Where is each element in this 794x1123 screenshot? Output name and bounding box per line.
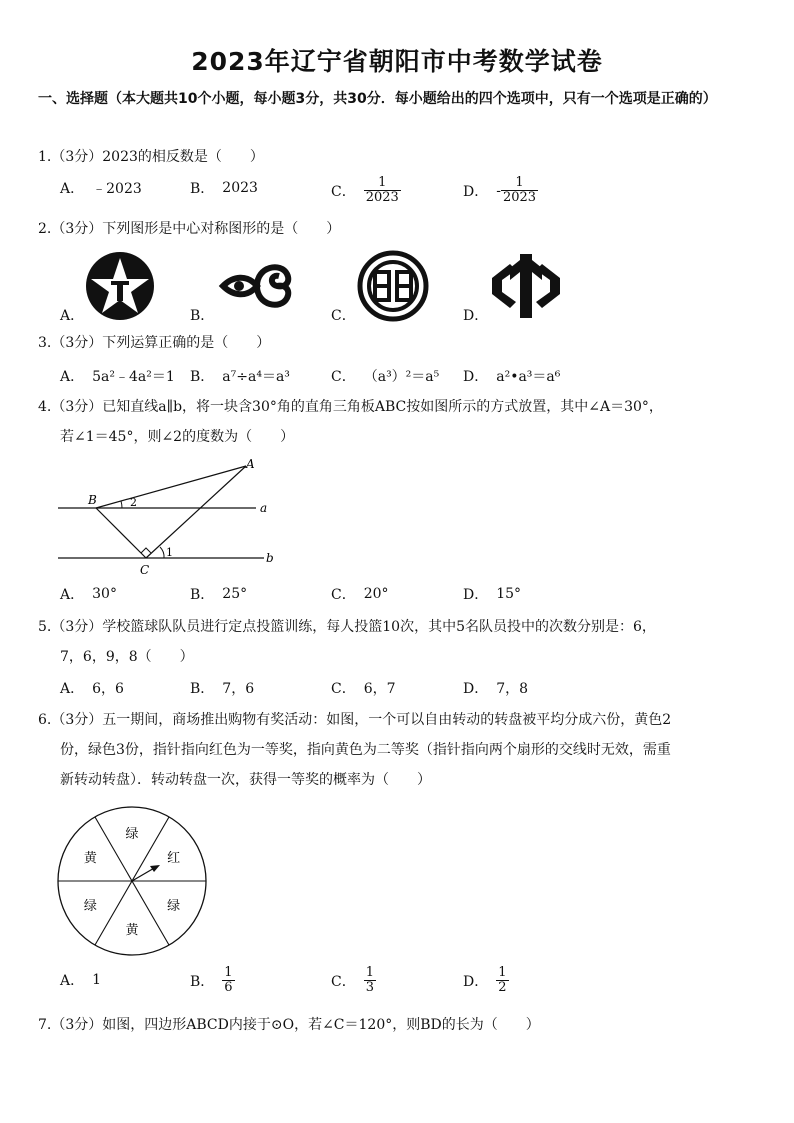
option-a: A． 5a²﹣4a²＝1: [60, 369, 175, 385]
question-4-options: [60, 584, 760, 610]
option-a: A． 30°: [60, 586, 117, 603]
option-c: C． （a³）²＝a⁵: [331, 369, 440, 385]
option-b: B． 7，6: [190, 681, 255, 697]
option-a: A． 6，6: [60, 681, 124, 697]
wheel-sector-label: 红: [167, 851, 181, 866]
fraction: $\frac{1}{2023}$: [365, 175, 399, 205]
fraction: $\frac{1}{3}$: [365, 965, 374, 995]
option-b: B．: [190, 308, 215, 324]
question-7-text: 7.（3分）如图，四边形ABCD内接于⊙O，若∠C＝120°，则BD的长为（ ）: [38, 1017, 540, 1033]
question-4-line-2: 若∠1＝45°，则∠2的度数为（ ）: [60, 429, 295, 445]
question-1-text: 1.（3分）2023的相反数是（ ）: [38, 149, 264, 165]
option-c: C． $\frac{1}{3}$: [331, 965, 374, 995]
option-d: D． 15°: [463, 586, 522, 603]
question-4-line-1: 4.（3分）已知直线a∥b，将一块含30°角的直角三角板ABC按如图所示的方式放置，其中∠A＝30°，: [38, 399, 663, 415]
option-c: C． 6，7: [331, 681, 396, 697]
option-d: D． a²•a³＝a⁶: [463, 369, 561, 385]
question-3-options: [60, 366, 760, 392]
option-a: A． 1: [60, 972, 102, 989]
option-d: D． - $\frac{1}{2023}$: [463, 175, 537, 205]
option-b: B． $\frac{1}{6}$: [190, 965, 233, 995]
label-A: A: [246, 457, 255, 471]
option-b: B． 25°: [190, 586, 248, 603]
question-6-line-3: 新转动转盘）．转动转盘一次，获得一等奖的概率为（ ）: [60, 772, 431, 788]
option-d: D． $\frac{1}{2}$: [463, 965, 507, 995]
option-d: D． 7，8: [463, 681, 529, 697]
option-d: D．: [463, 308, 489, 324]
question-5-line-1: 5.（3分）学校篮球队队员进行定点投篮训练，每人投篮10次，其中5名队员投中的次数分别是：6，: [38, 619, 656, 635]
option-b: B． 2023: [190, 180, 258, 197]
question-1-options: [60, 175, 760, 205]
label-B: B: [88, 493, 97, 507]
option-a: A． ﹣2023: [60, 181, 142, 197]
question-6-line-1: 6.（3分）五一期间，商场推出购物有奖活动：如图，一个可以自由转动的转盘被平均分成六份，黄色2: [38, 712, 672, 728]
wheel-sector-label: 黄: [125, 923, 139, 938]
label-angle-2: 2: [130, 496, 137, 509]
fraction: $\frac{1}{2}$: [498, 965, 507, 995]
parallel-lines-triangle-figure: [50, 452, 290, 582]
fraction: $\frac{1}{6}$: [224, 965, 233, 995]
question-2-text: 2.（3分）下列图形是中心对称图形的是（ ）: [38, 221, 341, 237]
question-6-line-2: 份，绿色3份，指针指向红色为一等奖，指向黄色为二等奖（指针指向两个扇形的交线时无效，需重: [60, 742, 671, 758]
section-heading: 一、选择题（本大题共10个小题，每小题3分，共30分．每小题给出的四个选项中，只有一个选项是正确的）: [38, 91, 717, 107]
question-5-options: [60, 678, 760, 704]
label-line-b: b: [266, 551, 274, 565]
question-3-text: 3.（3分）下列运算正确的是（ ）: [38, 335, 271, 351]
spinner-wheel-figure: [52, 803, 212, 961]
option-b: B． a⁷÷a⁴＝a³: [190, 369, 290, 385]
question-6-options: [60, 965, 760, 995]
wheel-sector-label: 绿: [83, 899, 97, 914]
wheel-sector-label: 绿: [125, 827, 139, 842]
option-a: A．: [60, 308, 85, 324]
question-5-line-2: 7，6，9，8（ ）: [60, 649, 194, 665]
pointer-arrow-head: [150, 865, 160, 872]
fraction: $\frac{1}{2023}$: [502, 175, 537, 205]
label-angle-1: 1: [166, 546, 173, 559]
label-C: C: [140, 563, 150, 577]
wheel-sector-label: 绿: [167, 899, 181, 914]
label-line-a: a: [260, 501, 268, 515]
option-c: C． $\frac{1}{2023}$: [331, 175, 399, 205]
option-c: C．: [331, 308, 356, 324]
wheel-sector-label: 黄: [83, 851, 97, 866]
option-c: C． 20°: [331, 586, 389, 603]
page-title: 2023年辽宁省朝阳市中考数学试卷: [191, 47, 603, 76]
